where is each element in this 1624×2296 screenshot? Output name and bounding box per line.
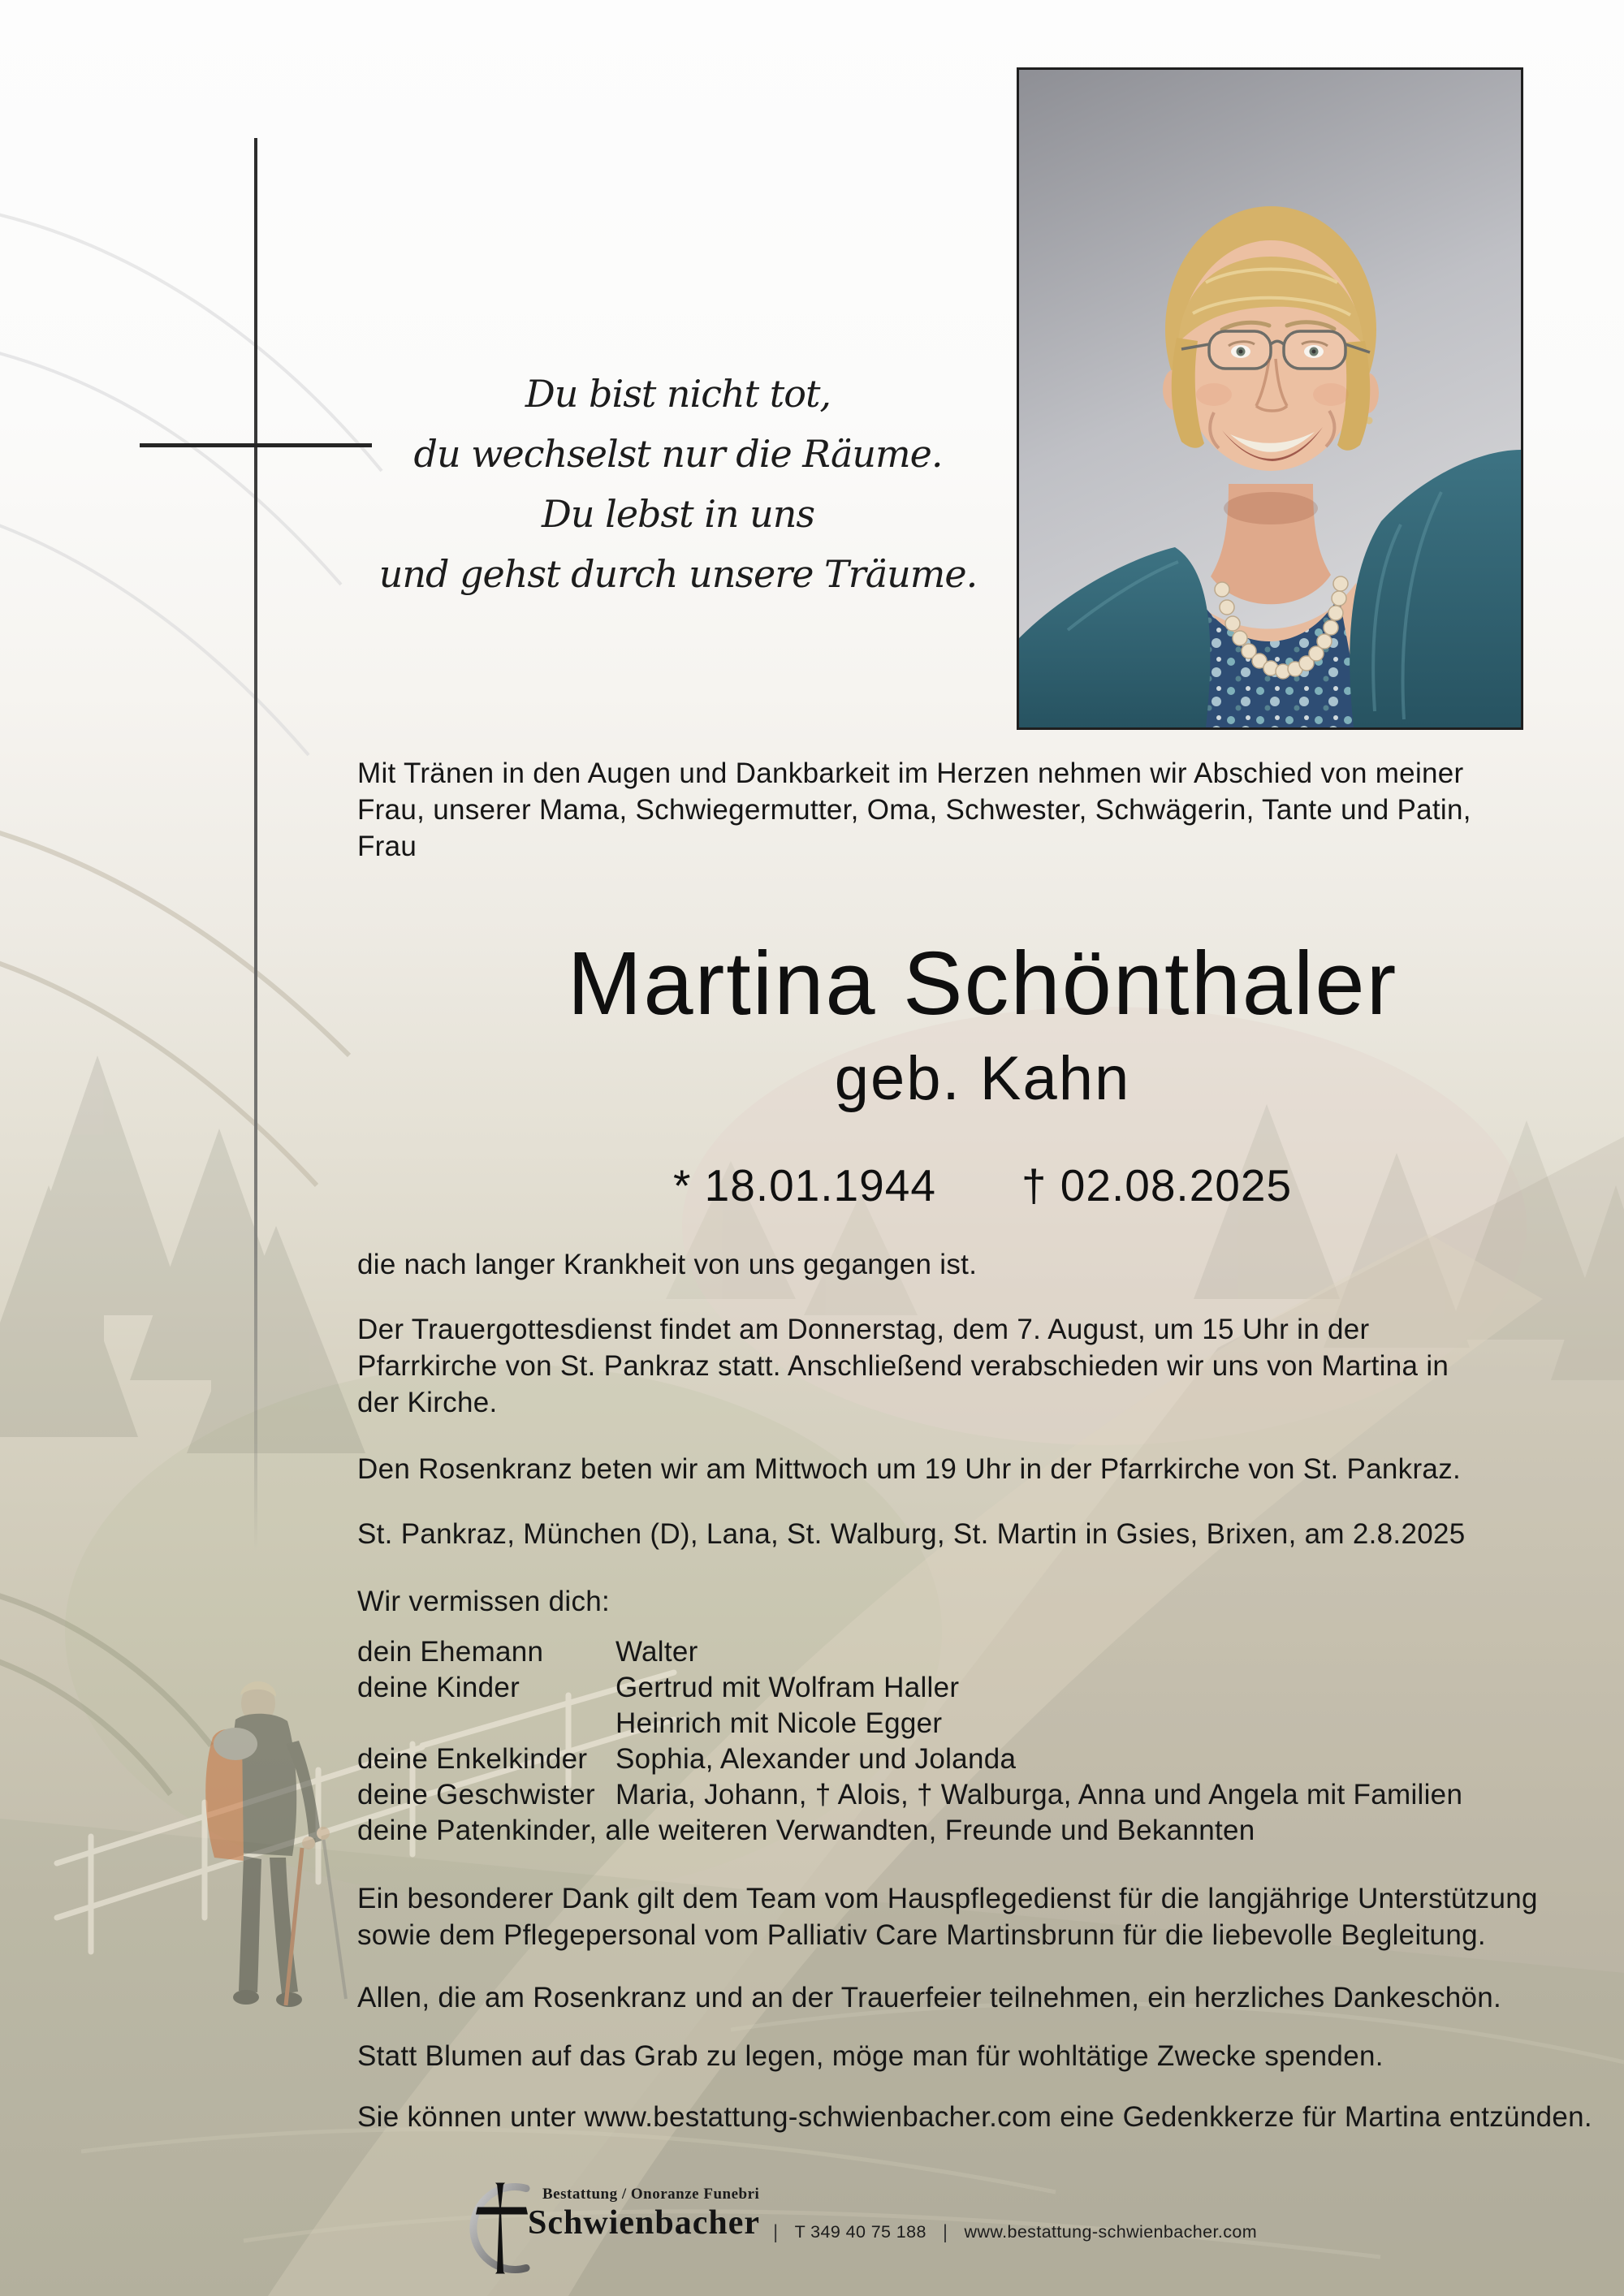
birth-date: * 18.01.1944	[672, 1160, 936, 1211]
intro-line: Frau, unserer Mama, Schwiegermutter, Oma, Schwester, Schwägerin, Tante und Patin,	[357, 794, 1471, 826]
missing-header: Wir vermissen dich:	[357, 1586, 611, 1617]
family-row	[357, 1705, 942, 1741]
separator: |	[942, 2221, 948, 2243]
deceased-name: Martina Schönthaler	[567, 934, 1398, 1034]
family-relation: deine Enkelkinder	[357, 1743, 588, 1775]
family-names: Gertrud mit Wolfram Haller	[615, 1672, 960, 1703]
separator: |	[773, 2221, 779, 2243]
intro-line: Mit Tränen in den Augen und Dankbarkeit im Herzen nehmen wir Abschied von meiner	[357, 757, 1464, 789]
service-line: der Kirche.	[357, 1387, 498, 1418]
thanks-all-line: Allen, die am Rosenkranz und an der Trauerfeier teilnehmen, ein herzliches Dankeschön.	[357, 1982, 1502, 2013]
intro-line: Frau	[357, 831, 417, 862]
portrait-photo	[1017, 67, 1523, 730]
donation-line: Statt Blumen auf das Grab zu legen, möge man für wohltätige Zwecke spenden.	[357, 2040, 1384, 2072]
poem-line: und gehst durch unsere Träume.	[378, 552, 978, 596]
family-relation	[357, 1705, 615, 1741]
service-line: Pfarrkirche von St. Pankraz statt. Anschließend verabschieden wir uns von Martina in	[357, 1350, 1449, 1382]
family-names: Heinrich mit Nicole Egger	[615, 1707, 943, 1739]
thanks-line: Ein besonderer Dank gilt dem Team vom Hauspflegedienst für die langjährige Unterstützung	[357, 1883, 1538, 1914]
memorial-poem	[379, 364, 978, 604]
family-names: Sophia, Alexander und Jolanda	[615, 1743, 1017, 1775]
cross-vertical-bar	[254, 138, 257, 1551]
poem-line: Du lebst in uns	[541, 492, 815, 536]
funeral-home-contact	[773, 2220, 1257, 2243]
family-row	[357, 1776, 1462, 1813]
places-line: St. Pankraz, München (D), Lana, St. Walburg, St. Martin in Gsies, Brixen, am 2.8.2025	[357, 1518, 1466, 1550]
poem-line: du wechselst nur die Räume.	[413, 432, 943, 476]
family-relation: deine Geschwister	[357, 1779, 596, 1810]
passing-line: die nach langer Krankheit von uns gegangen ist.	[357, 1249, 978, 1280]
maiden-name: geb. Kahn	[834, 1044, 1131, 1113]
family-names: Walter	[615, 1636, 698, 1668]
funeral-home-brand: Schwienbacher	[528, 2204, 760, 2242]
portrait-illustration	[1019, 70, 1521, 727]
death-date: † 02.08.2025	[1021, 1160, 1293, 1211]
family-names: Maria, Johann, † Alois, † Walburga, Anna und Angela mit Familien	[615, 1779, 1463, 1810]
family-relation: deine Kinder	[357, 1672, 520, 1703]
phone-number: T 349 40 75 188	[794, 2222, 926, 2242]
family-relation: dein Ehemann	[357, 1636, 544, 1668]
cross-horizontal-bar	[140, 443, 372, 447]
rosary-line: Den Rosenkranz beten wir am Mittwoch um 19 Uhr in der Pfarrkirche von St. Pankraz.	[357, 1453, 1462, 1485]
family-row	[357, 1669, 959, 1706]
funeral-home-tagline: Bestattung / Onoranze Funebri	[542, 2186, 760, 2203]
candle-line: Sie können unter www.bestattung-schwienbacher.com eine Gedenkkerze für Martina entzünden.	[357, 2101, 1592, 2133]
service-line: Der Trauergottesdienst findet am Donnerstag, dem 7. August, um 15 Uhr in der	[357, 1314, 1370, 1345]
thanks-line: sowie dem Pflegepersonal vom Palliativ Care Martinsbrunn für die liebevolle Begleitung.	[357, 1919, 1486, 1951]
poem-line: Du bist nicht tot,	[525, 372, 831, 416]
family-row	[357, 1634, 698, 1670]
family-row	[357, 1741, 1016, 1777]
website-url: www.bestattung-schwienbacher.com	[964, 2222, 1258, 2242]
life-dates	[673, 1159, 1292, 1211]
family-footer-line: deine Patenkinder, alle weiteren Verwandten, Freunde und Bekannten	[357, 1815, 1255, 1846]
